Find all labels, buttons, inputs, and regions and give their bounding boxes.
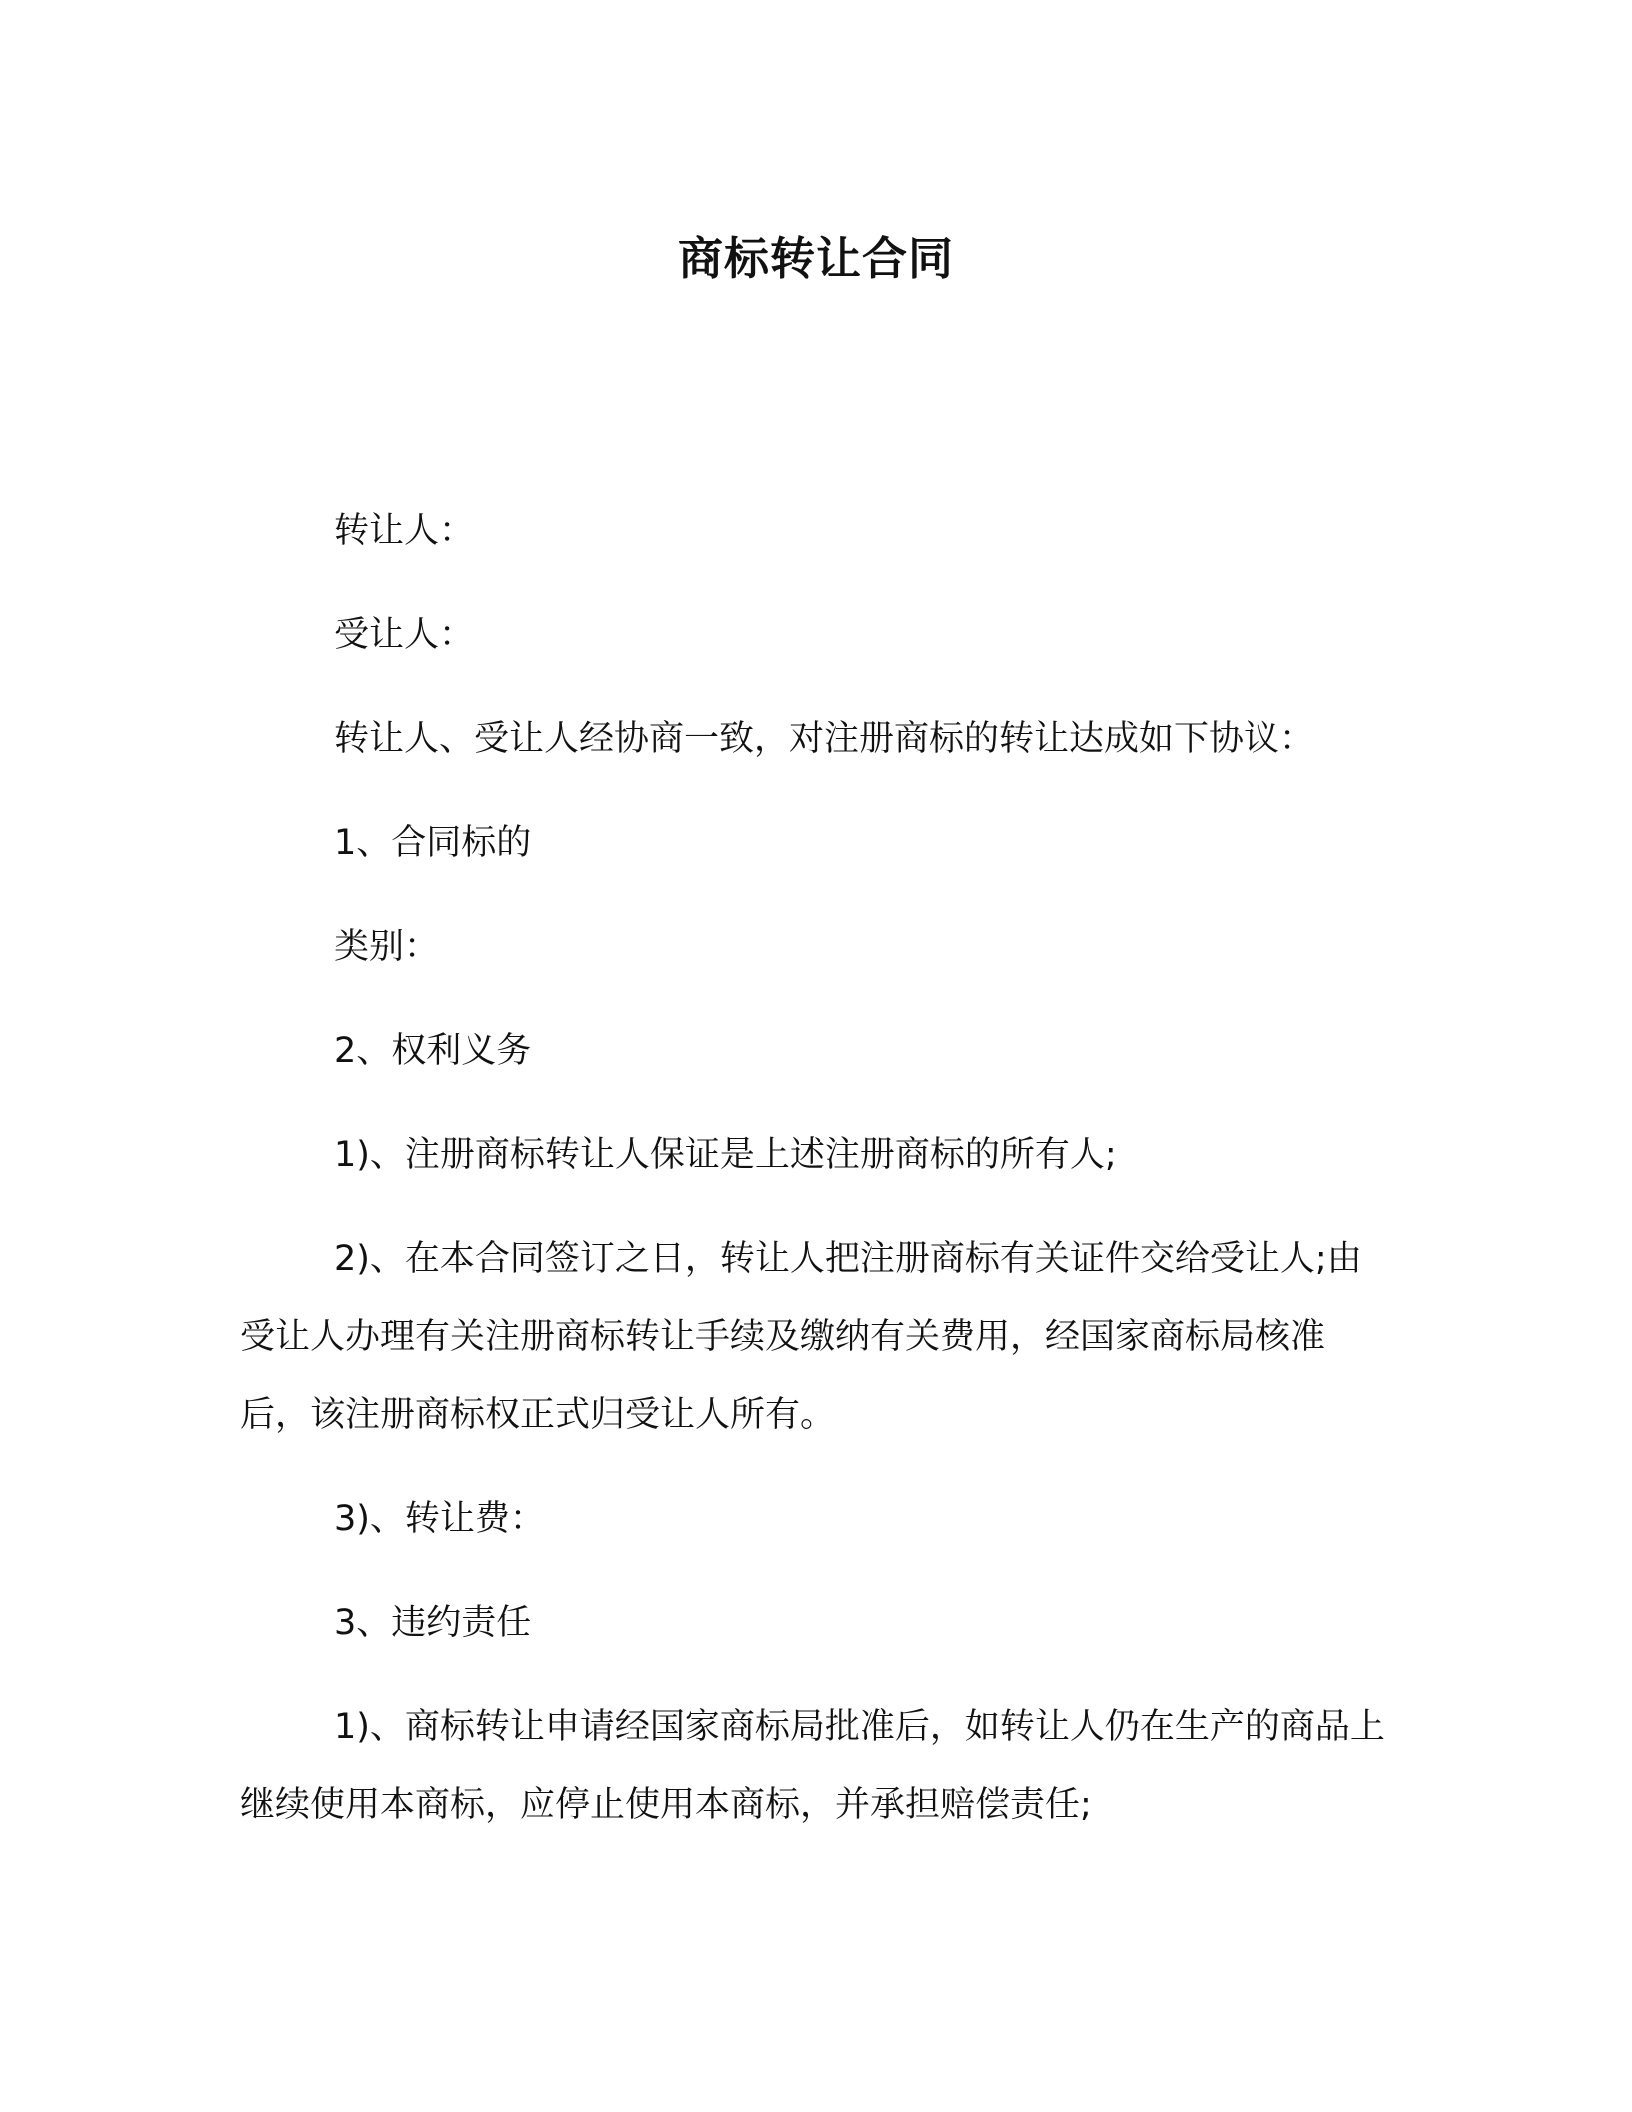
document-title: 商标转让合同 <box>677 232 954 285</box>
transferee-line: 受让人： <box>334 615 475 655</box>
section-1-heading: 1、合同标的 <box>334 823 532 863</box>
clause-2-2: 2)、在本合同签订之日，转让人把注册商标有关证件交给受让人;由受让人办理有关注册商标转让手续及缴纳有关费用，经国家商标局核准后，该注册商标权正式归受让人所有。 <box>240 1239 1362 1435</box>
transferor-line: 转让人： <box>334 511 475 551</box>
category-line: 类别： <box>334 927 440 967</box>
agreement-intro: 转让人、受让人经协商一致，对注册商标的转让达成如下协议： <box>334 719 1315 759</box>
clause-2-3: 3)、转让费： <box>334 1499 545 1539</box>
section-2-heading: 2、权利义务 <box>334 1031 532 1071</box>
clause-3-1: 1)、商标转让申请经国家商标局批准后，如转让人仍在生产的商品上继续使用本商标，应停止使用本商标，并承担赔偿责任; <box>240 1707 1385 1825</box>
section-3-heading: 3、违约责任 <box>334 1603 532 1643</box>
document-body <box>240 492 1390 1870</box>
clause-2-1: 1)、注册商标转让人保证是上述注册商标的所有人; <box>334 1135 1117 1175</box>
